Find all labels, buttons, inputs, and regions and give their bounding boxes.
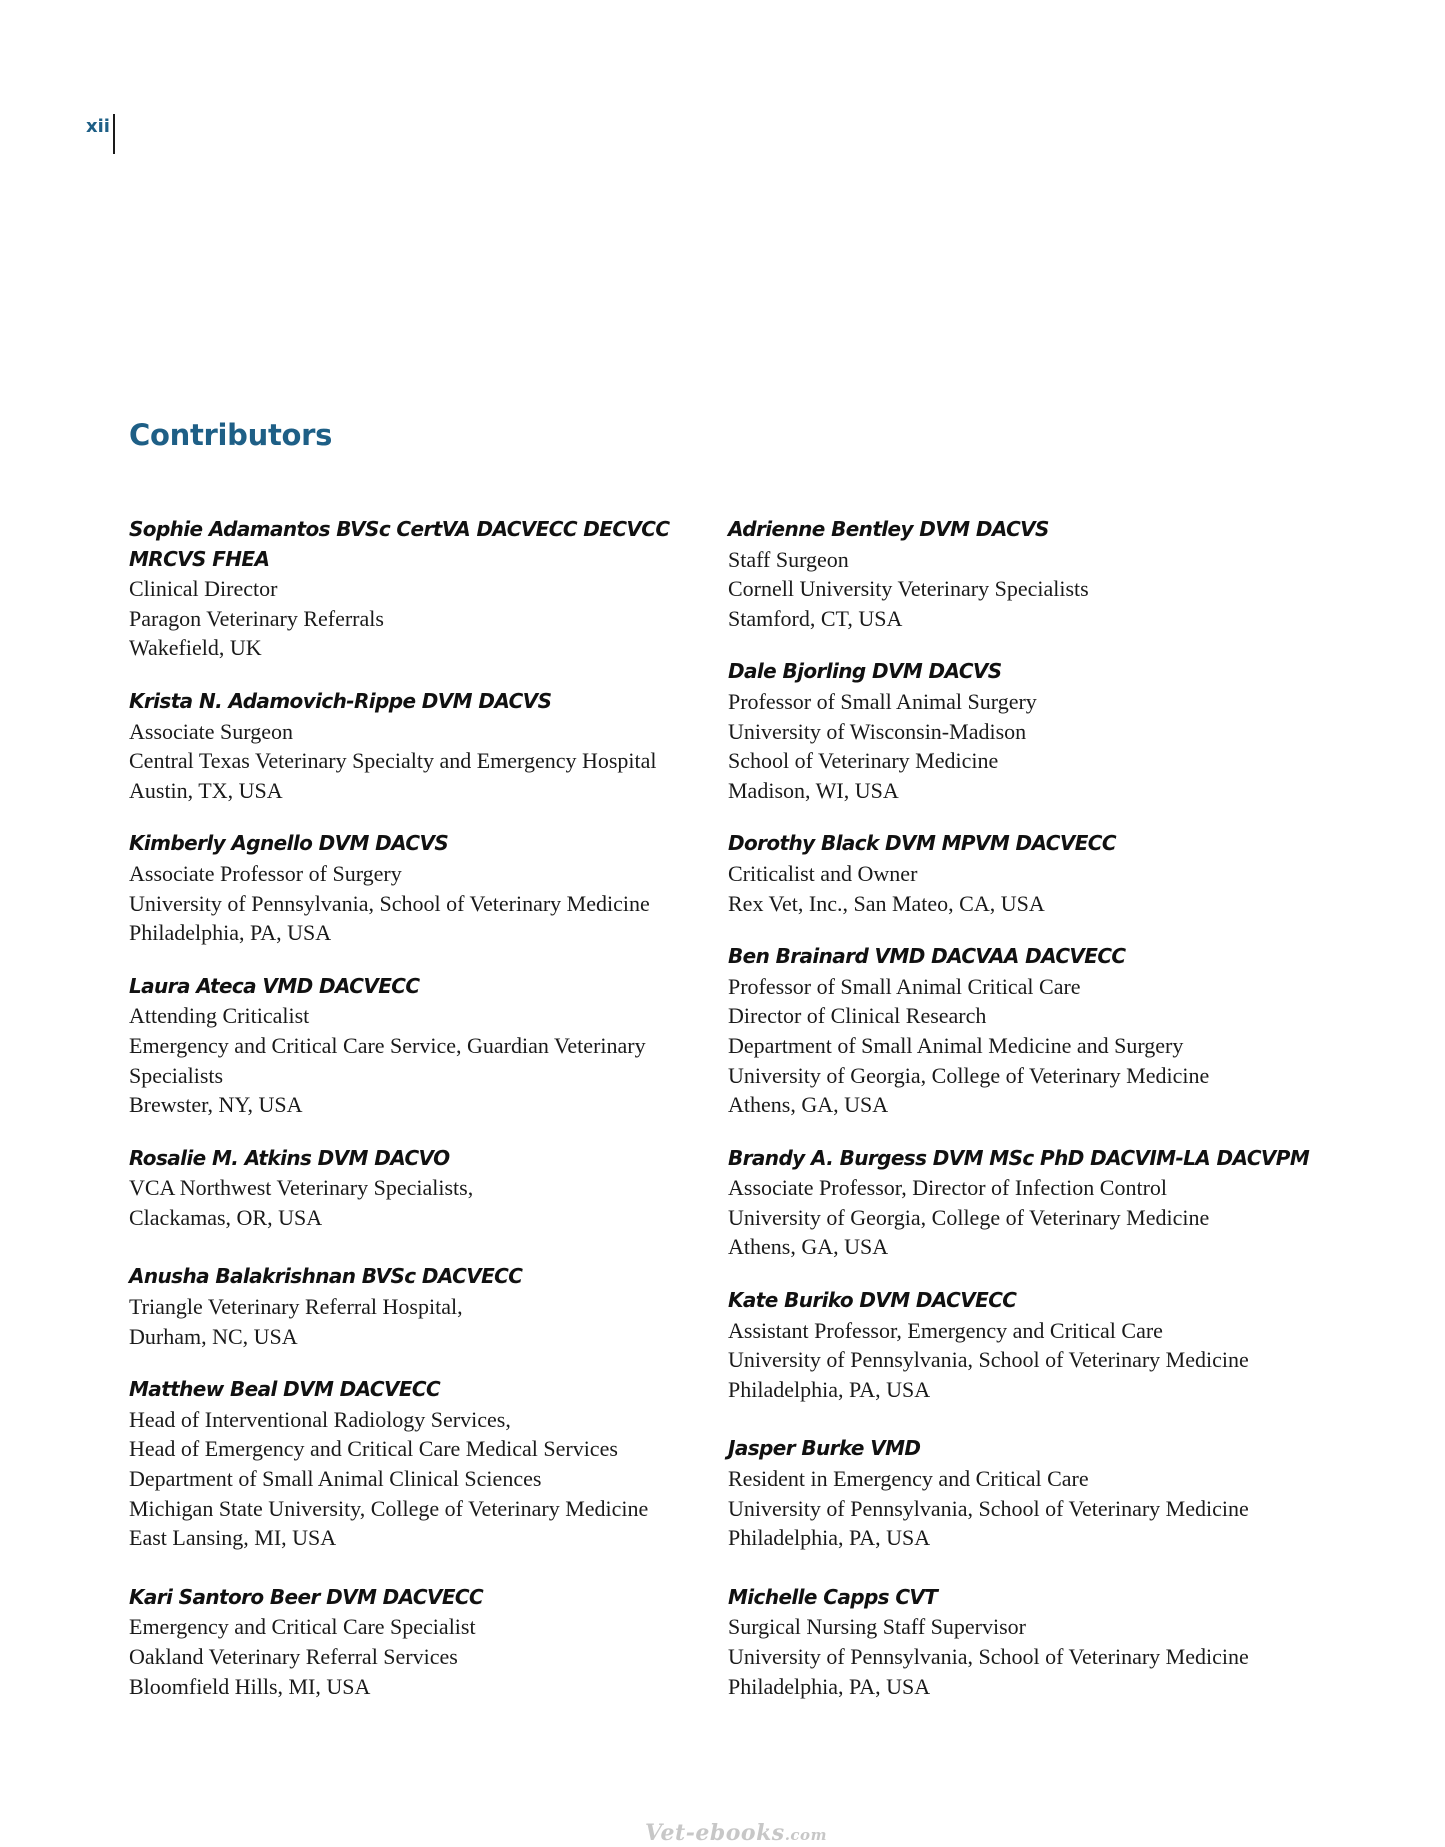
contributor-location: Philadelphia, PA, USA [129, 920, 332, 946]
contributor-entry [728, 829, 1328, 918]
contributor-location: Brewster, NY, USA [129, 1092, 303, 1118]
contributor-location: Clackamas, OR, USA [129, 1204, 323, 1230]
contributor-entry [129, 1583, 699, 1701]
contributor-entry [728, 1286, 1328, 1404]
contributor-entry [728, 1434, 1328, 1552]
contributor-location: Philadelphia, PA, USA [728, 1525, 931, 1551]
contributor-entry [728, 1583, 1328, 1701]
contributor-role: Surgical Nursing Staff Supervisor [728, 1614, 1026, 1640]
contributor-name: Laura Ateca VMD DACVECC [129, 973, 420, 998]
contributor-name: Kate Buriko DVM DACVECC [728, 1288, 1017, 1313]
contributor-name: Michelle Capps CVT [728, 1584, 938, 1609]
contributor-name: Sophie Adamantos BVSc CertVA DACVECC DECVCC [129, 517, 670, 541]
contributor-role: Assistant Professor, Emergency and Critical Care [728, 1317, 1163, 1343]
contributor-affiliation: Triangle Veterinary Referral Hospital, [129, 1294, 463, 1320]
contributor-name: Dale Bjorling DVM DACVS [728, 659, 1002, 684]
contributor-role: Associate Professor, Director of Infection Control [728, 1175, 1168, 1201]
contributor-role: Associate Professor of Surgery [129, 860, 402, 886]
contributor-location: East Lansing, MI, USA [129, 1525, 337, 1551]
contributor-role: Professor of Small Animal Surgery [728, 688, 1037, 714]
contributor-affiliation: University of Pennsylvania, School of Veterinary Medicine [129, 890, 650, 916]
watermark-brand: Vet-ebooks [645, 1820, 785, 1846]
contributor-name: Rosalie M. Atkins DVM DACVO [129, 1145, 450, 1170]
contributor-role: Criticalist and Owner [728, 860, 918, 886]
contributor-affiliation: University of Georgia, College of Veterinary Medicine [728, 1204, 1210, 1230]
contributor-name: Anusha Balakrishnan BVSc DACVECC [129, 1264, 523, 1289]
contributor-affiliation: Michigan State University, College of Veterinary Medicine [129, 1495, 649, 1521]
contributor-affiliation: University of Pennsylvania, School of Veterinary Medicine [728, 1644, 1249, 1669]
contributor-affiliation: Cornell University Veterinary Specialists [728, 576, 1089, 602]
contributor-affiliation: Central Texas Veterinary Specialty and Emergency Hospital [129, 748, 657, 774]
contributor-affiliation: VCA Northwest Veterinary Specialists, [129, 1175, 474, 1201]
contributor-role: Head of Emergency and Critical Care Medical Services [129, 1436, 618, 1462]
contributor-entry [129, 687, 699, 805]
page-number: xii [86, 116, 110, 137]
contributor-entry [728, 1144, 1328, 1262]
contributor-affiliation: School of Veterinary Medicine [728, 748, 999, 774]
contributor-affiliation: Emergency and Critical Care Service, Guardian Veterinary [129, 1032, 646, 1058]
contributor-location: Athens, GA, USA [728, 1092, 889, 1118]
contributor-affiliation: University of Wisconsin-Madison [728, 718, 1027, 744]
watermark-logo [645, 1820, 827, 1846]
contributor-affiliation: Department of Small Animal Medicine and Surgery [728, 1032, 1184, 1058]
contributor-entry [728, 657, 1328, 805]
contributor-entry [728, 942, 1328, 1120]
contributor-name: Brandy A. Burgess DVM MSc PhD DACVIM-LA DACVPM [728, 1145, 1310, 1170]
contributor-name: Adrienne Bentley DVM DACVS [728, 517, 1049, 541]
contributor-name: MRCVS FHEA [129, 546, 270, 571]
contributor-role: Staff Surgeon [728, 546, 849, 572]
contributor-role: Emergency and Critical Care Specialist [129, 1614, 476, 1640]
contributor-location: Madison, WI, USA [728, 777, 899, 803]
contributor-name: Jasper Burke VMD [728, 1436, 921, 1461]
contributor-name: Kari Santoro Beer DVM DACVECC [129, 1584, 484, 1609]
contributor-role: Director of Clinical Research [728, 1003, 987, 1029]
contributor-role: Resident in Emergency and Critical Care [728, 1466, 1089, 1492]
contributor-affiliation: University of Pennsylvania, School of Veterinary Medicine [728, 1347, 1249, 1373]
contributor-entry [129, 515, 699, 663]
contributor-role: Head of Interventional Radiology Services, [129, 1406, 511, 1432]
contributor-entry [129, 829, 699, 947]
watermark-suffix: .com [784, 1826, 827, 1844]
contributor-affiliation: Department of Small Animal Clinical Sciences [129, 1466, 542, 1492]
contributor-name: Ben Brainard VMD DACVAA DACVECC [728, 944, 1126, 969]
contributor-location: Wakefield, UK [129, 635, 262, 661]
contributor-entry [129, 972, 699, 1120]
contributor-location: Durham, NC, USA [129, 1323, 298, 1349]
page-number-rule [113, 114, 115, 154]
contributor-entry [129, 1262, 699, 1351]
contributor-affiliation: Oakland Veterinary Referral Services [129, 1644, 458, 1669]
contributor-location: Athens, GA, USA [728, 1234, 889, 1260]
contributor-role: Clinical Director [129, 576, 278, 602]
contributor-name: Krista N. Adamovich-Rippe DVM DACVS [129, 688, 552, 713]
contributor-location: Austin, TX, USA [129, 777, 283, 803]
contributor-affiliation: University of Pennsylvania, School of Veterinary Medicine [728, 1495, 1249, 1521]
contributor-name: Kimberly Agnello DVM DACVS [129, 831, 449, 856]
contributor-role: Professor of Small Animal Critical Care [728, 973, 1081, 999]
contributor-location: Philadelphia, PA, USA [728, 1376, 931, 1402]
contributor-role: Attending Criticalist [129, 1003, 310, 1029]
contributor-name: Matthew Beal DVM DACVECC [129, 1377, 441, 1402]
section-title: Contributors [129, 418, 333, 452]
contributor-entry [129, 1375, 699, 1553]
contributor-role: Associate Surgeon [129, 718, 293, 744]
contributor-affiliation: Rex Vet, Inc., San Mateo, CA, USA [728, 890, 1045, 916]
contributor-affiliation: Specialists [129, 1062, 224, 1088]
contributor-location: Stamford, CT, USA [728, 605, 903, 631]
contributor-entry [728, 515, 1328, 633]
contributor-location: Bloomfield Hills, MI, USA [129, 1673, 371, 1699]
contributor-location: Philadelphia, PA, USA [728, 1673, 931, 1699]
contributor-entry [129, 1144, 699, 1233]
contributor-affiliation: Paragon Veterinary Referrals [129, 605, 384, 631]
contributor-affiliation: University of Georgia, College of Veterinary Medicine [728, 1062, 1210, 1088]
contributor-name: Dorothy Black DVM MPVM DACVECC [728, 831, 1116, 856]
contributors-right-column [728, 515, 1328, 1701]
contributors-left-column [129, 515, 699, 1701]
